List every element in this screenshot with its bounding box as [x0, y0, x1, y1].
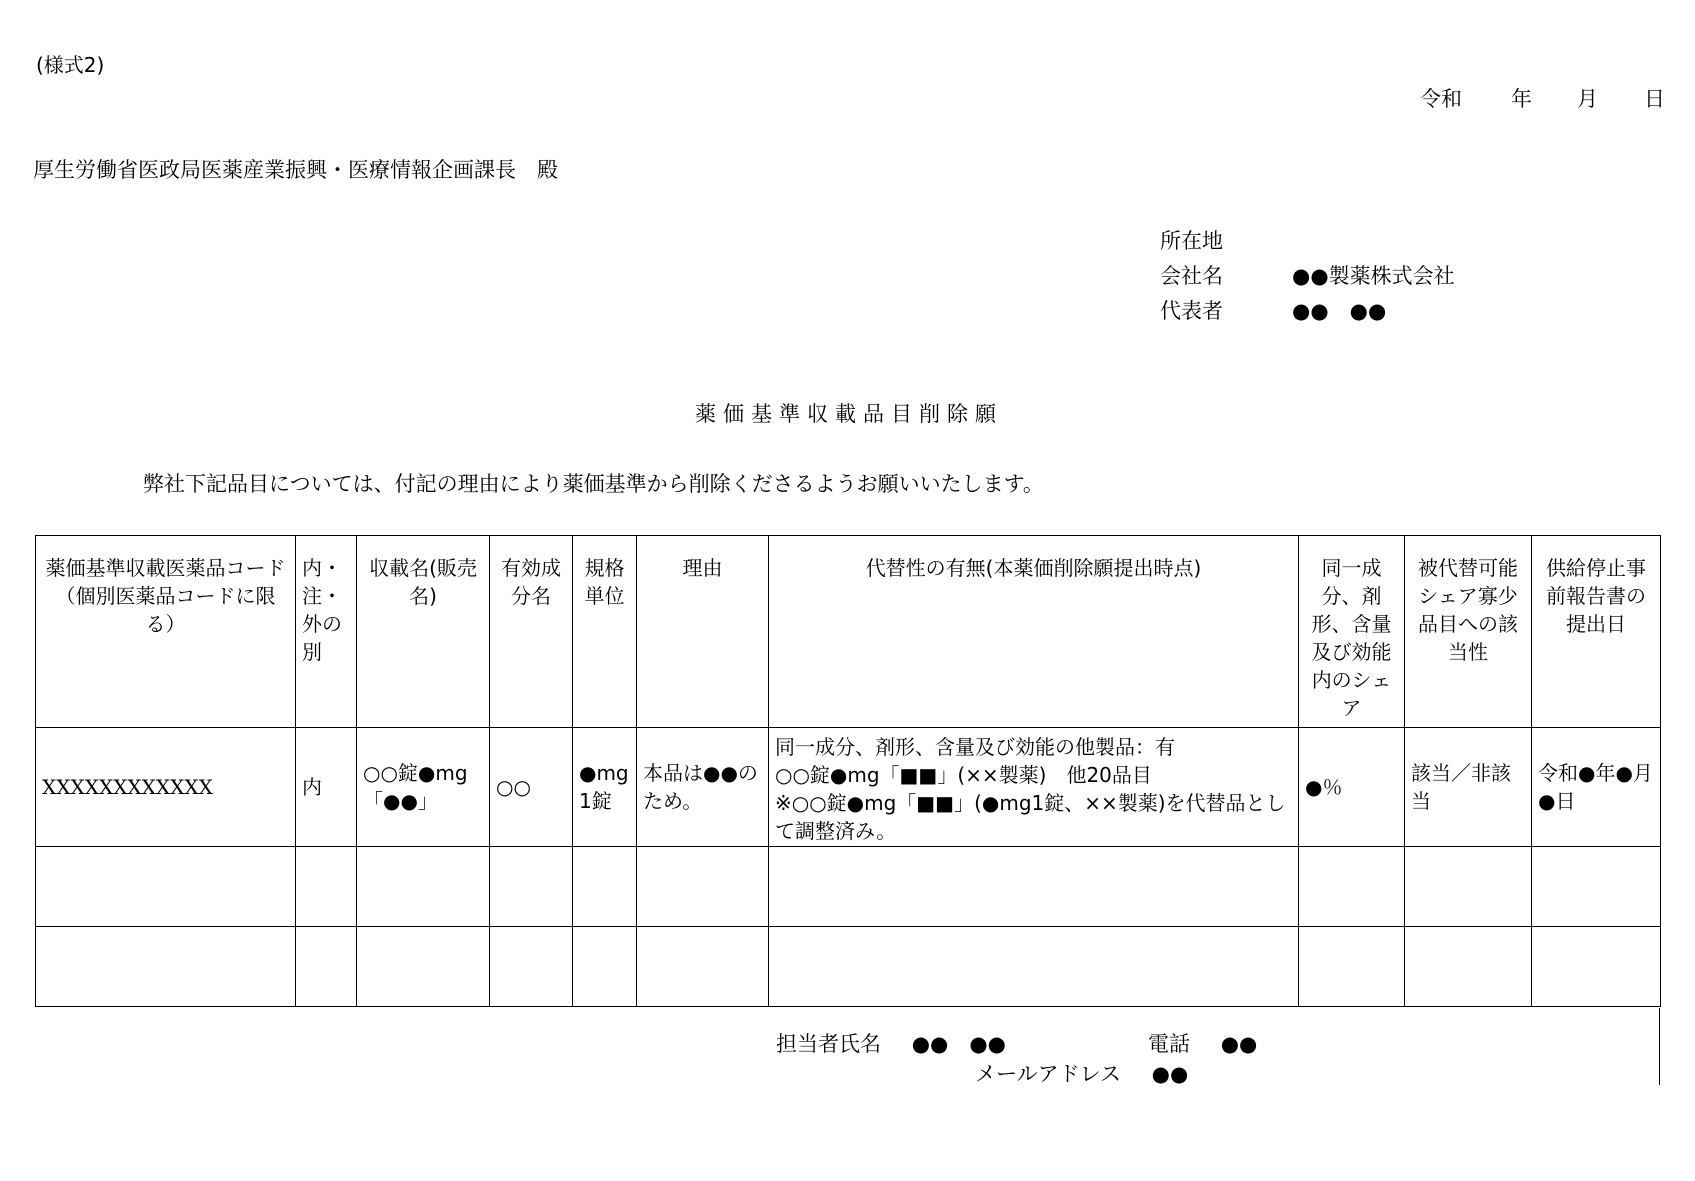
cell-drug-code: XXXXXXXXXXXX: [36, 728, 296, 847]
header-product-name: 収載名(販売名): [357, 536, 490, 728]
deletion-request-table: [35, 535, 1661, 1007]
header-route: 内・注・外の別: [296, 536, 357, 728]
addressee: 厚生労働省医政局医薬産業振興・医療情報企画課長 殿: [33, 158, 558, 182]
header-unit: 規格単位: [573, 536, 637, 728]
contact-email: [975, 1061, 1188, 1088]
header-report-date: 供給停止事前報告書の提出日: [1532, 536, 1661, 728]
date-year-label: 年: [1511, 87, 1532, 111]
contact-email-label: メールアドレス: [975, 1062, 1121, 1086]
representative-label: 代表者: [1160, 299, 1223, 323]
representative-value: ●● ●●: [1292, 299, 1387, 323]
table-row-empty: [36, 847, 1661, 927]
cell-minor-share: 該当／非該当: [1405, 728, 1532, 847]
header-minor-share: 被代替可能シェア寡少品目への該当性: [1405, 536, 1532, 728]
date-era: 令和: [1420, 87, 1462, 111]
address-label: 所在地: [1160, 229, 1223, 253]
header-drug-code: 薬価基準収載医薬品コード （個別医薬品コードに限る）: [36, 536, 296, 728]
contact-phone-label: 電話: [1148, 1032, 1190, 1056]
cell-unit: ●mg1錠: [573, 728, 637, 847]
cell-route: 内: [296, 728, 357, 847]
contact-person-value: ●● ●●: [911, 1032, 1006, 1056]
cell-product-name: ○○錠●mg「●●」: [357, 728, 490, 847]
table-header-row: [36, 536, 1661, 728]
document-title: 薬価基準収載品目削除願: [695, 402, 1003, 426]
contact-phone: [1148, 1031, 1257, 1058]
date-month-label: 月: [1577, 87, 1598, 111]
contact-email-value: ●●: [1151, 1062, 1189, 1086]
cell-report-date: 令和●年●月●日: [1532, 728, 1661, 847]
right-border-line: [1659, 1008, 1660, 1085]
cell-ingredient: ○○: [490, 728, 573, 847]
contact-person: [776, 1031, 1006, 1058]
table-row-empty: [36, 927, 1661, 1007]
contact-phone-value: ●●: [1220, 1032, 1258, 1056]
intro-text: 弊社下記品目については、付記の理由により薬価基準から削除くださるようお願いいたします。: [143, 472, 1044, 496]
cell-share: ●％: [1299, 728, 1405, 847]
date-day-label: 日: [1644, 87, 1665, 111]
header-substitutability: 代替性の有無(本薬価削除願提出時点): [769, 536, 1299, 728]
header-reason: 理由: [637, 536, 769, 728]
header-share: 同一成分、剤形、含量及び効能内のシェア: [1299, 536, 1405, 728]
form-number: (様式2): [36, 53, 105, 77]
header-ingredient: 有効成分名: [490, 536, 573, 728]
cell-substitutability: 同一成分、剤形、含量及び効能の他製品：有 ○○錠●mg「■■」(××製薬) 他20品目 ※○○錠●mg「■■」(●mg1錠、××製薬)を代替品として調整済み。: [769, 728, 1299, 847]
contact-person-label: 担当者氏名: [776, 1032, 881, 1056]
cell-reason: 本品は●●のため。: [637, 728, 769, 847]
company-label: 会社名: [1160, 264, 1223, 288]
company-value: ●●製薬株式会社: [1292, 264, 1455, 288]
table-row: [36, 728, 1661, 847]
